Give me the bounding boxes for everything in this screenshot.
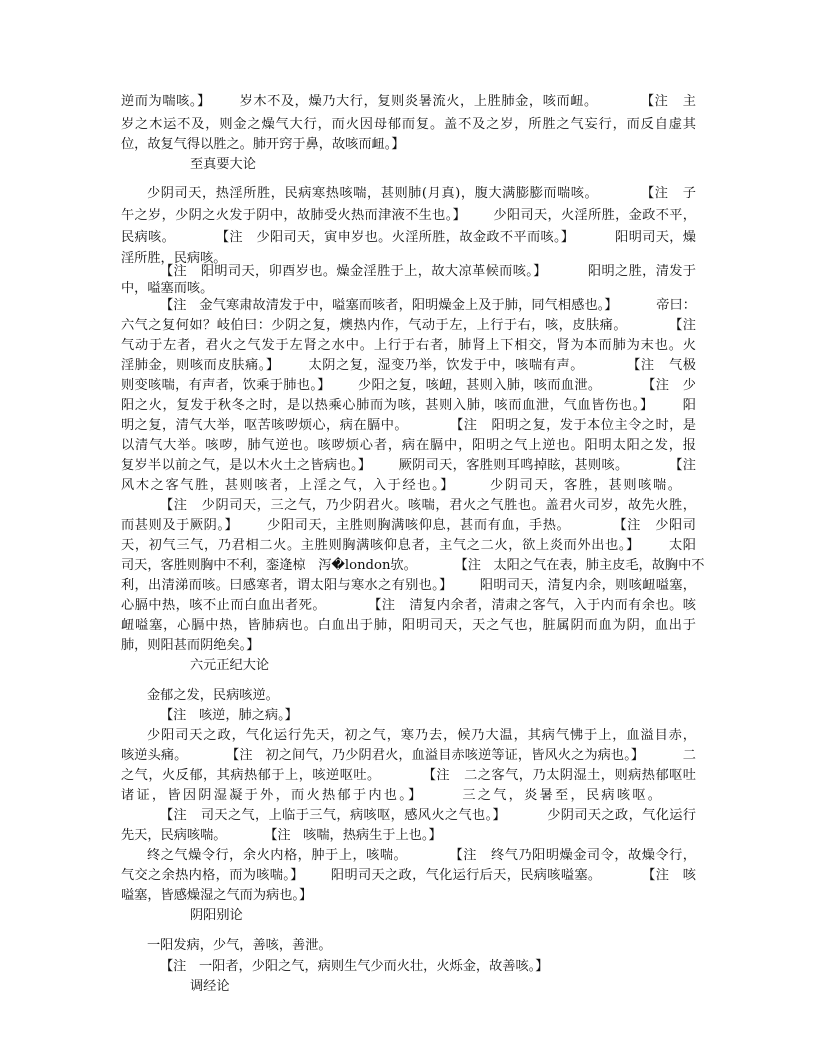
text-line: 金郁之发，民病咳逆。 xyxy=(147,688,279,703)
text-line: 气交之余热内格，而为咳喘。】 阳明司天之政，气化运行后天，民病咳嗌塞。 【注 咳 xyxy=(121,868,696,883)
text-line: 明之复，清气大举，呕苦咳哕烦心，病在膈中。 【注 阳明之复，发于本位主令之时，是 xyxy=(121,418,696,433)
text-line: 【注 阳明司天，卯酉岁也。燥金淫胜于上，故大凉革候而咳。】 阳明之胜，清发于 xyxy=(160,264,696,279)
text-line: 逆而为喘咳。】 岁木不及，燥乃大行，复则炎暑流火，上胜肺金，咳而衄。 【注 主 xyxy=(121,94,696,109)
text-line: 一阳发病，少气，善咳，善泄。 xyxy=(147,938,332,953)
text-line: 淫所胜，民病咳。 xyxy=(121,251,227,266)
text-line: 位，故复气得以胜之。肺开窍于鼻，故咳而衄。】 xyxy=(121,137,405,152)
text-line: 少阳司天之政，气化运行先天，初之气，寒乃去，候乃大温，其病气怫于上，血溢目赤， xyxy=(147,728,696,743)
text-line: 淫肺金，则咳而皮肤痛。】 太阴之复，湿变乃举，饮发于中，咳喘有声。 【注 气极 xyxy=(121,358,696,373)
text-line: 则变咳喘，有声者，饮乘于肺也。】 少阳之复，咳衄，甚则入肺，咳而血泄。 【注 少 xyxy=(121,378,696,393)
text-line: 咳逆头痛。 【注 初之间气，乃少阴君火，血溢目赤咳逆等证，皆风火之为病也。】 二 xyxy=(121,748,696,763)
text-line: 岁之木运不及，则金之燥气大行，而火因母郁而复。盖不及之岁，所胜之气妄行，而反自虚其 xyxy=(121,117,696,132)
text-line: 六气之复何如？岐伯曰：少阴之复，燠热内作，气动于左，上行于右，咳，皮肤痛。 【注 xyxy=(121,318,696,333)
text-line: 【注 金气寒肃故清发于中，嗌塞而咳者，阳明燥金上及于肺，同气相感也。】 帝曰： xyxy=(160,298,696,313)
text-line: 【注 司天之气，上临于三气，病咳呕，感风火之气也。】 少阴司天之政，气化运行 xyxy=(160,808,696,823)
text-line: 肺，则阳甚而阴绝矣。】 xyxy=(121,638,260,653)
text-line: 先天，民病咳喘。 【注 咳喘，热病生于上也。】 xyxy=(121,828,442,843)
text-line: 而甚则及于厥阴。】 少阳司天，主胜则胸满咳仰息，甚而有血，手热。 【注 少阳司 xyxy=(121,518,696,533)
text-line: 【注 少阴司天，三之气，乃少阴君火。咳喘，君火之气胜也。盖君火司岁，故先火胜， xyxy=(160,498,696,513)
section-heading: 调经论 xyxy=(190,979,230,994)
section-heading: 阴阳别论 xyxy=(190,908,243,923)
text-line: 衄嗌塞，心膈中热，皆肺病也。白血出于肺，阳明司天，天之气也，脏属阴而血为阴，血出于 xyxy=(121,618,696,633)
text-line: 天，初气三气，乃君相二火。主胜则胸满咳仰息者，主气之二火，欲上炎而外出也。】 太阳 xyxy=(121,538,696,553)
text-line: 【注 一阳者，少阳之气，病则生气少而火壮，火烁金，故善咳。】 xyxy=(160,959,549,974)
text-line: 诸证，皆因阴湿凝于外，而火热郁于内也。】 三之气，炎暑至，民病咳呕。 xyxy=(121,788,661,803)
text-line: 之气，火反郁，其病热郁于上，咳逆呕吐。 【注 二之客气，乃太阴湿土，则病热郁呕吐 xyxy=(121,768,696,783)
text-line: 心膈中热，咳不止而白血出者死。 【注 清复内余者，清肃之客气，入于内而有余也。咳 xyxy=(121,598,696,613)
text-line: 终之气燥令行，余火内格，肿于上，咳喘。 【注 终气乃阳明燥金司令，故燥令行， xyxy=(147,848,696,863)
text-line: 以清气大举。咳哕，肺气逆也。咳哕烦心者，病在膈中，阳明之气上逆也。阳明太阳之发，报 xyxy=(121,438,696,453)
section-heading: 六元正纪大论 xyxy=(190,658,270,673)
text-line: 复岁半以前之气，是以木火土之皆病也。】 厥阴司天，客胜则耳鸣掉眩，甚则咳。 【注 xyxy=(121,458,696,473)
text-line: 利，出清涕而咳。曰感寒者，谓太阳与寒水之有别也。】 阳明司天，清复内余，则咳衄嗌塞， xyxy=(121,578,696,593)
text-line: 【注 咳逆，肺之病。】 xyxy=(160,708,298,723)
text-line: 司天，客胜则胸中不利，銮逄椋 泻�london欤。 【注 太阳之气在表，肺主皮毛，故胸中不 xyxy=(121,558,705,573)
text-line: 气动于左者，君火之气发于左肾之水中。上行于右者，肺肾上下相交，肾为本而肺为末也。火 xyxy=(121,338,696,353)
text-line: 阳之火，复发于秋冬之时，是以热乘心肺而为咳，甚则入肺，咳而血泄，气血皆伤也。】 阳 xyxy=(121,398,696,413)
text-line: 少阴司天，热淫所胜，民病寒热咳喘，甚则肺(月真)，腹大满膨膨而喘咳。 【注 子 xyxy=(147,186,696,201)
text-line: 风木之客气胜，甚则咳者，上淫之气，入于经也。】 少阴司天，客胜，甚则咳喘。 xyxy=(121,478,681,493)
text-line: 民病咳。 【注 少阳司天，寅申岁也。火淫所胜，故金政不平而咳。】 阳明司天，燥 xyxy=(121,230,696,245)
text-line: 午之岁，少阴之火发于阴中，故肺受火热而津液不生也。】 少阳司天，火淫所胜，金政不平， xyxy=(121,208,696,223)
section-heading: 至真要大论 xyxy=(190,157,256,172)
text-line: 嗌塞，皆感燥湿之气而为病也。】 xyxy=(121,888,313,903)
text-line: 中，嗌塞而咳。 xyxy=(121,281,214,296)
